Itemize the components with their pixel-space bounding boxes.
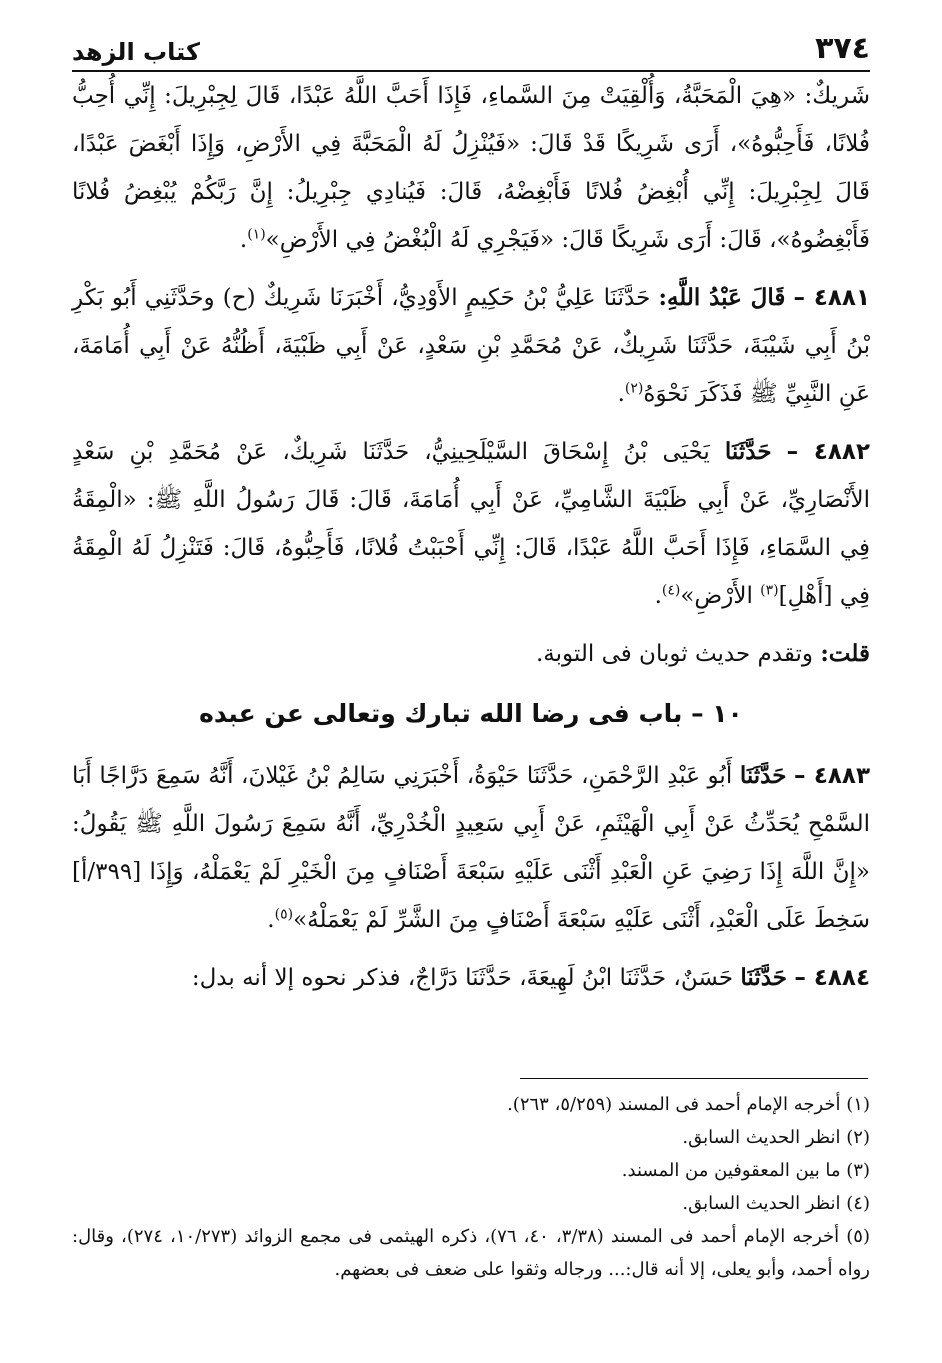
paragraph-text: شَريكٌ: «هِيَ الْمَحَبَّةُ، وَأُلْقِيَتْ مِنَ السَّماءِ، فَإِذَا أَحَبَّ اللَّهُ عَبْدًا، قَالَ لِجِبْرِيلَ: إِنِّي أُحِبُّ فُلانًا، فَأَحِبُّوهُ»، أَرَى شَرِيكًا قَدْ قَالَ: «فَيُنْزِلُ لَهُ الْمَحَبَّةَ فِي الأَرْضِ، وَإِذَا أَبْغَضَ عَبْدًا، قَالَ لِجِبْرِيلَ: إِنِّي أُبْغِضُ فُلانًا فَأَبْغِضْهُ، قَالَ: فَيُنادِي جِبْرِيلُ: إِنَّ رَبَّكُمْ يُبْغِضُ فُلانًا فَأَبْغِضُوهُ»، قَالَ: أَرَى شَرِيكًا قَالَ: «فَيَجْرِي لَهُ الْبُغْضُ فِي الأَرْضِ» bbox=[72, 83, 870, 253]
page-header bbox=[72, 30, 870, 72]
punctuation: . bbox=[267, 907, 275, 933]
footnote-ref: (٣) bbox=[760, 582, 779, 599]
footnote-ref: (٢) bbox=[624, 380, 644, 397]
footnote-ref: (٥) bbox=[274, 906, 294, 923]
narration-opening: حَدَّثَنَا bbox=[740, 964, 788, 991]
hadith-4882 bbox=[72, 428, 870, 620]
hadith-4881 bbox=[72, 274, 870, 418]
note-label: قلت: bbox=[820, 640, 870, 667]
main-text bbox=[72, 72, 870, 1012]
chapter-heading: ١٠ – باب فى رضا الله تبارك وتعالى عن عبده bbox=[199, 699, 743, 728]
footnote-ref: (١) bbox=[247, 226, 266, 243]
hadith-4883 bbox=[72, 752, 870, 944]
author-note bbox=[72, 630, 870, 678]
footnote-1: (١) أخرجه الإمام أحمد فى المسند (٥/٢٥٩، ٢٦٣). bbox=[507, 1094, 870, 1115]
footnotes bbox=[72, 1088, 870, 1286]
punctuation: . bbox=[654, 583, 662, 609]
book-title: كتاب الزهد bbox=[72, 38, 200, 66]
hadith-4884 bbox=[72, 954, 870, 1002]
punctuation: . bbox=[617, 381, 625, 407]
page-number: ٣٧٤ bbox=[815, 31, 870, 66]
hadith-text-end: الأَرْضِ» bbox=[680, 583, 753, 609]
footnote-2: (٢) انظر الحديث السابق. bbox=[682, 1127, 870, 1148]
hadith-text: يَحْيَى بْنُ إِسْحَاقَ السَّيْلَحِينِيُّ، حَدَّثَنَا شَرِيكٌ، عَنْ مُحَمَّدِ بْنِ سَعْدٍ الأَنْصَارِيِّ، عَنْ أَبِي ظَبْيَةَ الشَّامِيِّ، عَنْ أَبِي أُمَامَةَ، قَالَ: قَالَ رَسُولُ اللَّهِ ﷺ: «الْمِقَةُ فِي السَّمَاءِ، فَإِذَا أَحَبَّ اللَّهُ عَبْدًا، قَالَ: إِنِّي أَحْبَبْتُ فُلانًا، فَأَحِبُّوهُ، قَالَ: فَتَنْزِلُ لَهُ الْمِقَةُ فِي [أَهْلِ] bbox=[72, 439, 870, 609]
narration-opening: قَالَ عَبْدُ اللَّهِ: bbox=[658, 284, 786, 311]
footnote-separator bbox=[520, 1078, 868, 1079]
paragraph-continuation bbox=[72, 72, 870, 264]
hadith-text: أَبُو عَبْدِ الرَّحْمَنِ، حَدَّثَنَا حَيْوَةُ، أَخْبَرَنِي سَالِمُ بْنُ غَيْلانَ، أَنَّهُ سَمِعَ دَرَّاجًا أَبَا السَّمْحِ يُحَدِّثُ عَنْ أَبِي الْهَيْثَمِ، عَنْ أَبِي سَعِيدٍ الْخُدْرِيِّ، أَنَّهُ سَمِعَ رَسُولَ اللَّهِ ﷺ يَقُولُ: «إِنَّ اللَّهَ إِذَا رَضِيَ عَنِ الْعَبْدِ أَثْنَى عَلَيْهِ سَبْعَةَ أَصْنَافٍ مِنَ الْخَيْرِ لَمْ يَعْمَلْهُ، وَإِذَا [٣٩٩/أ] سَخِطَ عَلَى الْعَبْدِ، أَثْنَى عَلَيْهِ سَبْعَةَ أَصْنَافٍ مِنَ الشَّرِّ لَمْ يَعْمَلْهُ» bbox=[72, 763, 870, 933]
hadith-text: حَسَنٌ، حَدَّثَنَا ابْنُ لَهِيعَةَ، حَدَّثَنَا دَرَّاجٌ، فذكر نحوه إلا أنه بدل: bbox=[191, 965, 734, 991]
hadith-number: ٤٨٨٤ – bbox=[794, 965, 870, 991]
footnote-4: (٤) انظر الحديث السابق. bbox=[682, 1193, 870, 1214]
hadith-number: ٤٨٨٣ – bbox=[794, 763, 870, 789]
footnote-5: (٥) أخرجه الإمام أحمد فى المسند (٣/٣٨، ٤٠، ٧٦)، ذكره الهيثمى فى مجمع الزوائد (١٠/٢٧٣، ٢٧٤)، وقال: رواه أحمد، وأبو يعلى، إلا أنه قال:... ورجاله وثقوا على ضعف فى بعضهم. bbox=[72, 1226, 870, 1280]
hadith-text: حَدَّثَنَا عَلِيُّ بْنُ حَكِيمٍ الأَوْدِيُّ، أَخْبَرَنَا شَرِيكٌ (ح) وحَدَّثَنِي أَبُو بَكْرِ بْنُ أَبِي شَيْبَةَ، حَدَّثَنَا شَرِيكٌ، عَنْ مُحَمَّدِ بْنِ سَعْدٍ، عَنْ أَبِي ظَبْيَةَ، أَظُنُّهُ عَنْ أَبِي أُمَامَةَ، عَنِ النَّبِيِّ ﷺ فَذَكَرَ نَحْوَهُ bbox=[72, 285, 870, 407]
note-text: وتقدم حديث ثوبان فى التوبة. bbox=[536, 641, 813, 667]
hadith-number: ٤٨٨١ – bbox=[793, 285, 870, 311]
footnote-3: (٣) ما بين المعقوفين من المسند. bbox=[621, 1160, 870, 1181]
hadith-number: ٤٨٨٢ – bbox=[786, 439, 871, 465]
footnote-ref: (٤) bbox=[661, 582, 681, 599]
narration-opening: حَدَّثَنَا bbox=[724, 438, 772, 465]
narration-opening: حَدَّثَنَا bbox=[739, 762, 787, 789]
punctuation: . bbox=[239, 227, 248, 253]
